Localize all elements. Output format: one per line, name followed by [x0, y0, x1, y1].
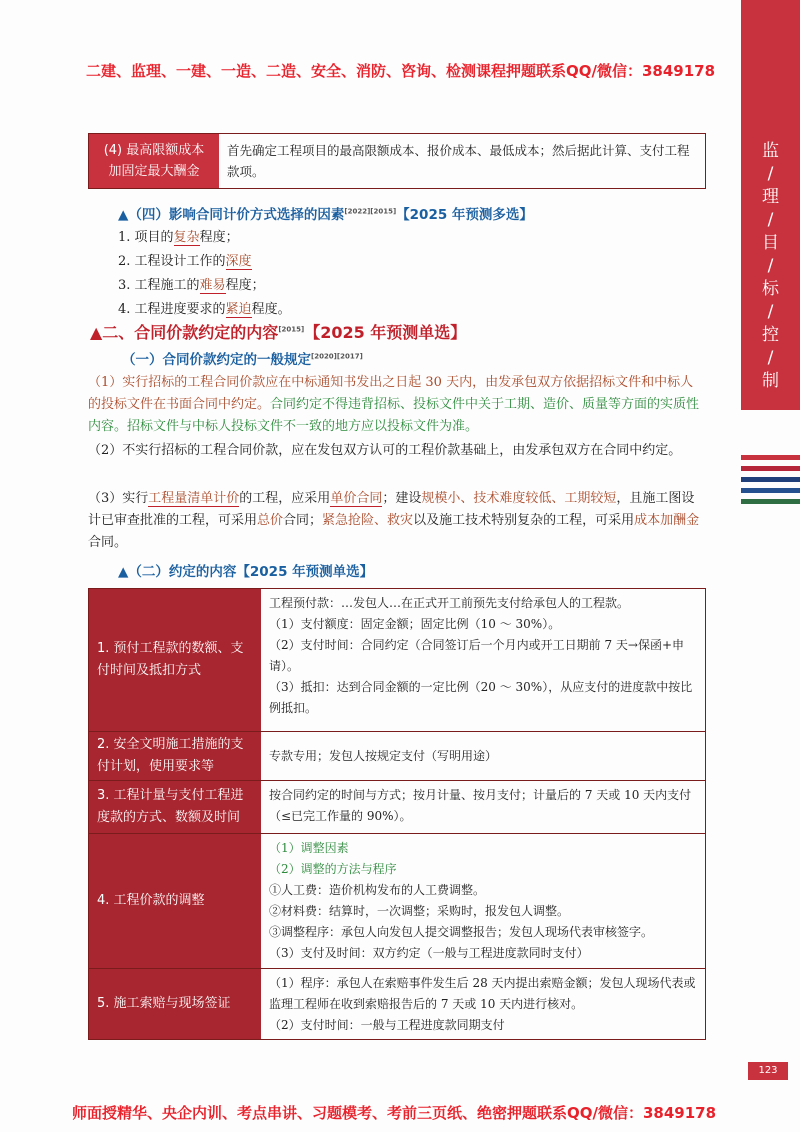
side-chapter-title: [741, 140, 800, 393]
side-title-char: 监: [762, 141, 779, 161]
table-line: 按合同约定的时间与方式；按月计量、按月支付；计量后的 7 天或 10 天内支付（≤已完工作量的 90%）。: [269, 788, 692, 823]
section-two-tag: 【2025 年预测单选】: [304, 323, 467, 342]
factor-item: [118, 250, 252, 269]
factor-text: 2. 工程设计工作的: [118, 254, 226, 269]
table-row: [89, 833, 705, 968]
promo-banner-top: 二建、监理、一建、一造、二造、安全、消防、咨询、检测课程押题联系QQ/微信：3849178: [86, 62, 716, 80]
side-title-separator: /: [767, 256, 774, 276]
top-box-label: [89, 134, 219, 188]
table-line: （2）调整的方法与程序: [269, 862, 397, 876]
table-line: 专款专用；发包人按规定支付（写明用途）: [269, 748, 498, 763]
side-title-char: 理: [762, 187, 779, 207]
table-row: [89, 731, 705, 780]
paragraph-3-text: 以及施工技术特别复杂的工程，可采用: [413, 513, 635, 528]
factor-key: 紧迫: [225, 302, 252, 317]
factor-text: 程度；: [225, 278, 265, 293]
table-row-label: 5. 施工索赔与现场签证: [89, 969, 261, 1039]
factor-key: 难易: [199, 278, 226, 293]
paragraph-3-key: 规模小、技术难度较低、工期较短: [421, 491, 617, 506]
factor-key: 深度: [225, 254, 252, 269]
paragraph-3-text: 的工程，应采用: [239, 491, 331, 506]
factor-text: 程度。: [251, 302, 291, 317]
table-row-content: [261, 781, 705, 833]
sub1-title: （一）合同价款约定的一般规定: [122, 352, 311, 368]
side-title-char: 标: [762, 279, 779, 299]
promo-banner-bottom: 师面授精华、央企内训、考点串讲、习题模考、考前三页纸、绝密押题联系QQ/微信：3849178: [72, 1104, 717, 1122]
table-line: （1）程序：承包人在索赔事件发生后 28 天内提出索赔金额；发包人现场代表或监理工程师在收到索赔报告后的 7 天或 10 天内进行核对。: [269, 976, 696, 1011]
factor-item: [118, 298, 291, 317]
table-row-content: [261, 732, 705, 780]
page-number: 123: [748, 1062, 788, 1080]
sub2-title: ▲（二）约定的内容: [118, 564, 237, 580]
top-box-label-line1: (4) 最高限额成本: [103, 143, 205, 158]
paragraph-3-text: 合同。: [88, 535, 128, 550]
side-stripe: [741, 466, 800, 471]
factor-text: 4. 工程进度要求的: [118, 302, 226, 317]
paragraph-3-text: （3）实行: [88, 491, 149, 506]
sub1-heading: [122, 348, 363, 368]
factor-text: 程度；: [199, 230, 239, 245]
side-stripe: [741, 488, 800, 493]
sub2-heading: [118, 560, 373, 580]
table-line: （2）支付时间：合同约定（合同签订后一个月内或开工日期前 7 天→保函+申请）。: [269, 638, 685, 673]
section-two-title: ▲二、合同价款约定的内容: [90, 323, 279, 342]
sub2-tag: 【2025 年预测单选】: [236, 564, 374, 580]
top-box-text: 首先确定工程项目的最高限额成本、报价成本、最低成本；然后据此计算、支付工程款项。: [227, 143, 690, 179]
section-two-heading: [90, 320, 466, 343]
paragraph-1-main: （1）实行招标的工程合同价款应在中标通知书发出之日起 30 天内，由发承包双方依据招标文件和中标人的投标文件在书面合同中约定。: [88, 375, 694, 412]
table-row: [89, 780, 705, 833]
factor-text: 3. 工程施工的: [118, 278, 200, 293]
section4-tag: 【2025 年预测多选】: [396, 207, 533, 223]
factor-item: [118, 226, 239, 245]
table-row-label: 3. 工程计量与支付工程进度款的方式、数额及时间: [89, 781, 261, 833]
table-row-label: 4. 工程价款的调整: [89, 834, 261, 968]
table-line: ①人工费：造价机构发布的人工费调整。: [269, 883, 486, 897]
side-stripe: [741, 455, 800, 460]
table-row: [89, 968, 705, 1039]
paragraph-3-key: 工程量清单计价: [148, 491, 240, 506]
table-row: [89, 589, 705, 731]
table-line: （1）支付额度：固定金额；固定比例（10 ～ 30%）。: [269, 617, 561, 631]
side-stripe: [741, 477, 800, 482]
paragraph-3-key: 总价: [257, 513, 284, 528]
contract-content-table: [88, 588, 706, 1040]
table-row-content: [261, 589, 705, 731]
table-line: （3）抵扣：达到合同金额的一定比例（20 ～ 30%），从应支付的进度款中按比例抵扣。: [269, 680, 693, 715]
side-title-char: 控: [762, 325, 779, 345]
paragraph-3-key: 成本加酬金: [634, 513, 700, 528]
side-title-separator: /: [767, 302, 774, 322]
table-line: （3）支付及时间：双方约定（一般与工程进度款同时支付）: [269, 946, 589, 960]
section4-heading: [118, 203, 533, 223]
sub1-years: [2020][2017]: [311, 352, 363, 361]
side-title-separator: /: [767, 348, 774, 368]
side-title-separator: /: [767, 164, 774, 184]
factor-text: 1. 项目的: [118, 230, 174, 245]
table-line: （2）支付时间：一般与工程进度款同期支付: [269, 1018, 505, 1032]
paragraph-1: [88, 372, 706, 438]
paragraph-3-key: 单价合同: [330, 491, 383, 506]
factor-item: [118, 274, 265, 293]
table-row-content: [261, 834, 705, 968]
table-line: 工程预付款：…发包人…在正式开工前预先支付给承包人的工程款。: [269, 596, 630, 610]
paragraph-3-text: ，且施工图设计已审查批准的工程，可采用: [88, 491, 695, 528]
section-two-years: [2015]: [278, 325, 305, 334]
factor-key: 复杂: [173, 230, 200, 245]
side-title-separator: /: [767, 210, 774, 230]
section4-title: ▲（四）影响合同计价方式选择的因素: [118, 207, 345, 223]
paragraph-2: （2）不实行招标的工程合同价款，应在发包双方认可的工程价款基础上，由发承包双方在合同中约定。: [88, 443, 682, 458]
paragraph-1-note: 合同约定不得违背招标、投标文件中关于工期、造价、质量等方面的实质性内容。招标文件与中标人投标文件不一致的地方应以投标文件为准。: [88, 397, 700, 434]
paragraph-3-text: ；建设: [382, 491, 422, 506]
side-title-char: 制: [762, 371, 779, 391]
table-line: （1）调整因素: [269, 841, 349, 855]
table-row-label: 2. 安全文明施工措施的支付计划，使用要求等: [89, 732, 261, 780]
table-row-label: 1. 预付工程款的数额、支付时间及抵扣方式: [89, 589, 261, 731]
paragraph-3-text: 合同；: [283, 513, 323, 528]
table-row-content: [261, 969, 705, 1039]
paragraph-3: [88, 488, 706, 554]
section4-years: [2022][2015]: [344, 207, 397, 216]
top-box-label-line2: 加固定最大酬金: [108, 164, 200, 179]
table-line: ③调整程序：承包人向发包人提交调整报告；发包人现场代表审核签字。: [269, 925, 654, 939]
side-stripe: [741, 499, 800, 504]
cost-plus-max-fee-box: [88, 133, 706, 189]
side-title-char: 目: [762, 233, 779, 253]
table-line: ②材料费：结算时，一次调整；采购时，报发包人调整。: [269, 904, 570, 918]
paragraph-3-key: 紧急抢险、救灾: [322, 513, 414, 528]
